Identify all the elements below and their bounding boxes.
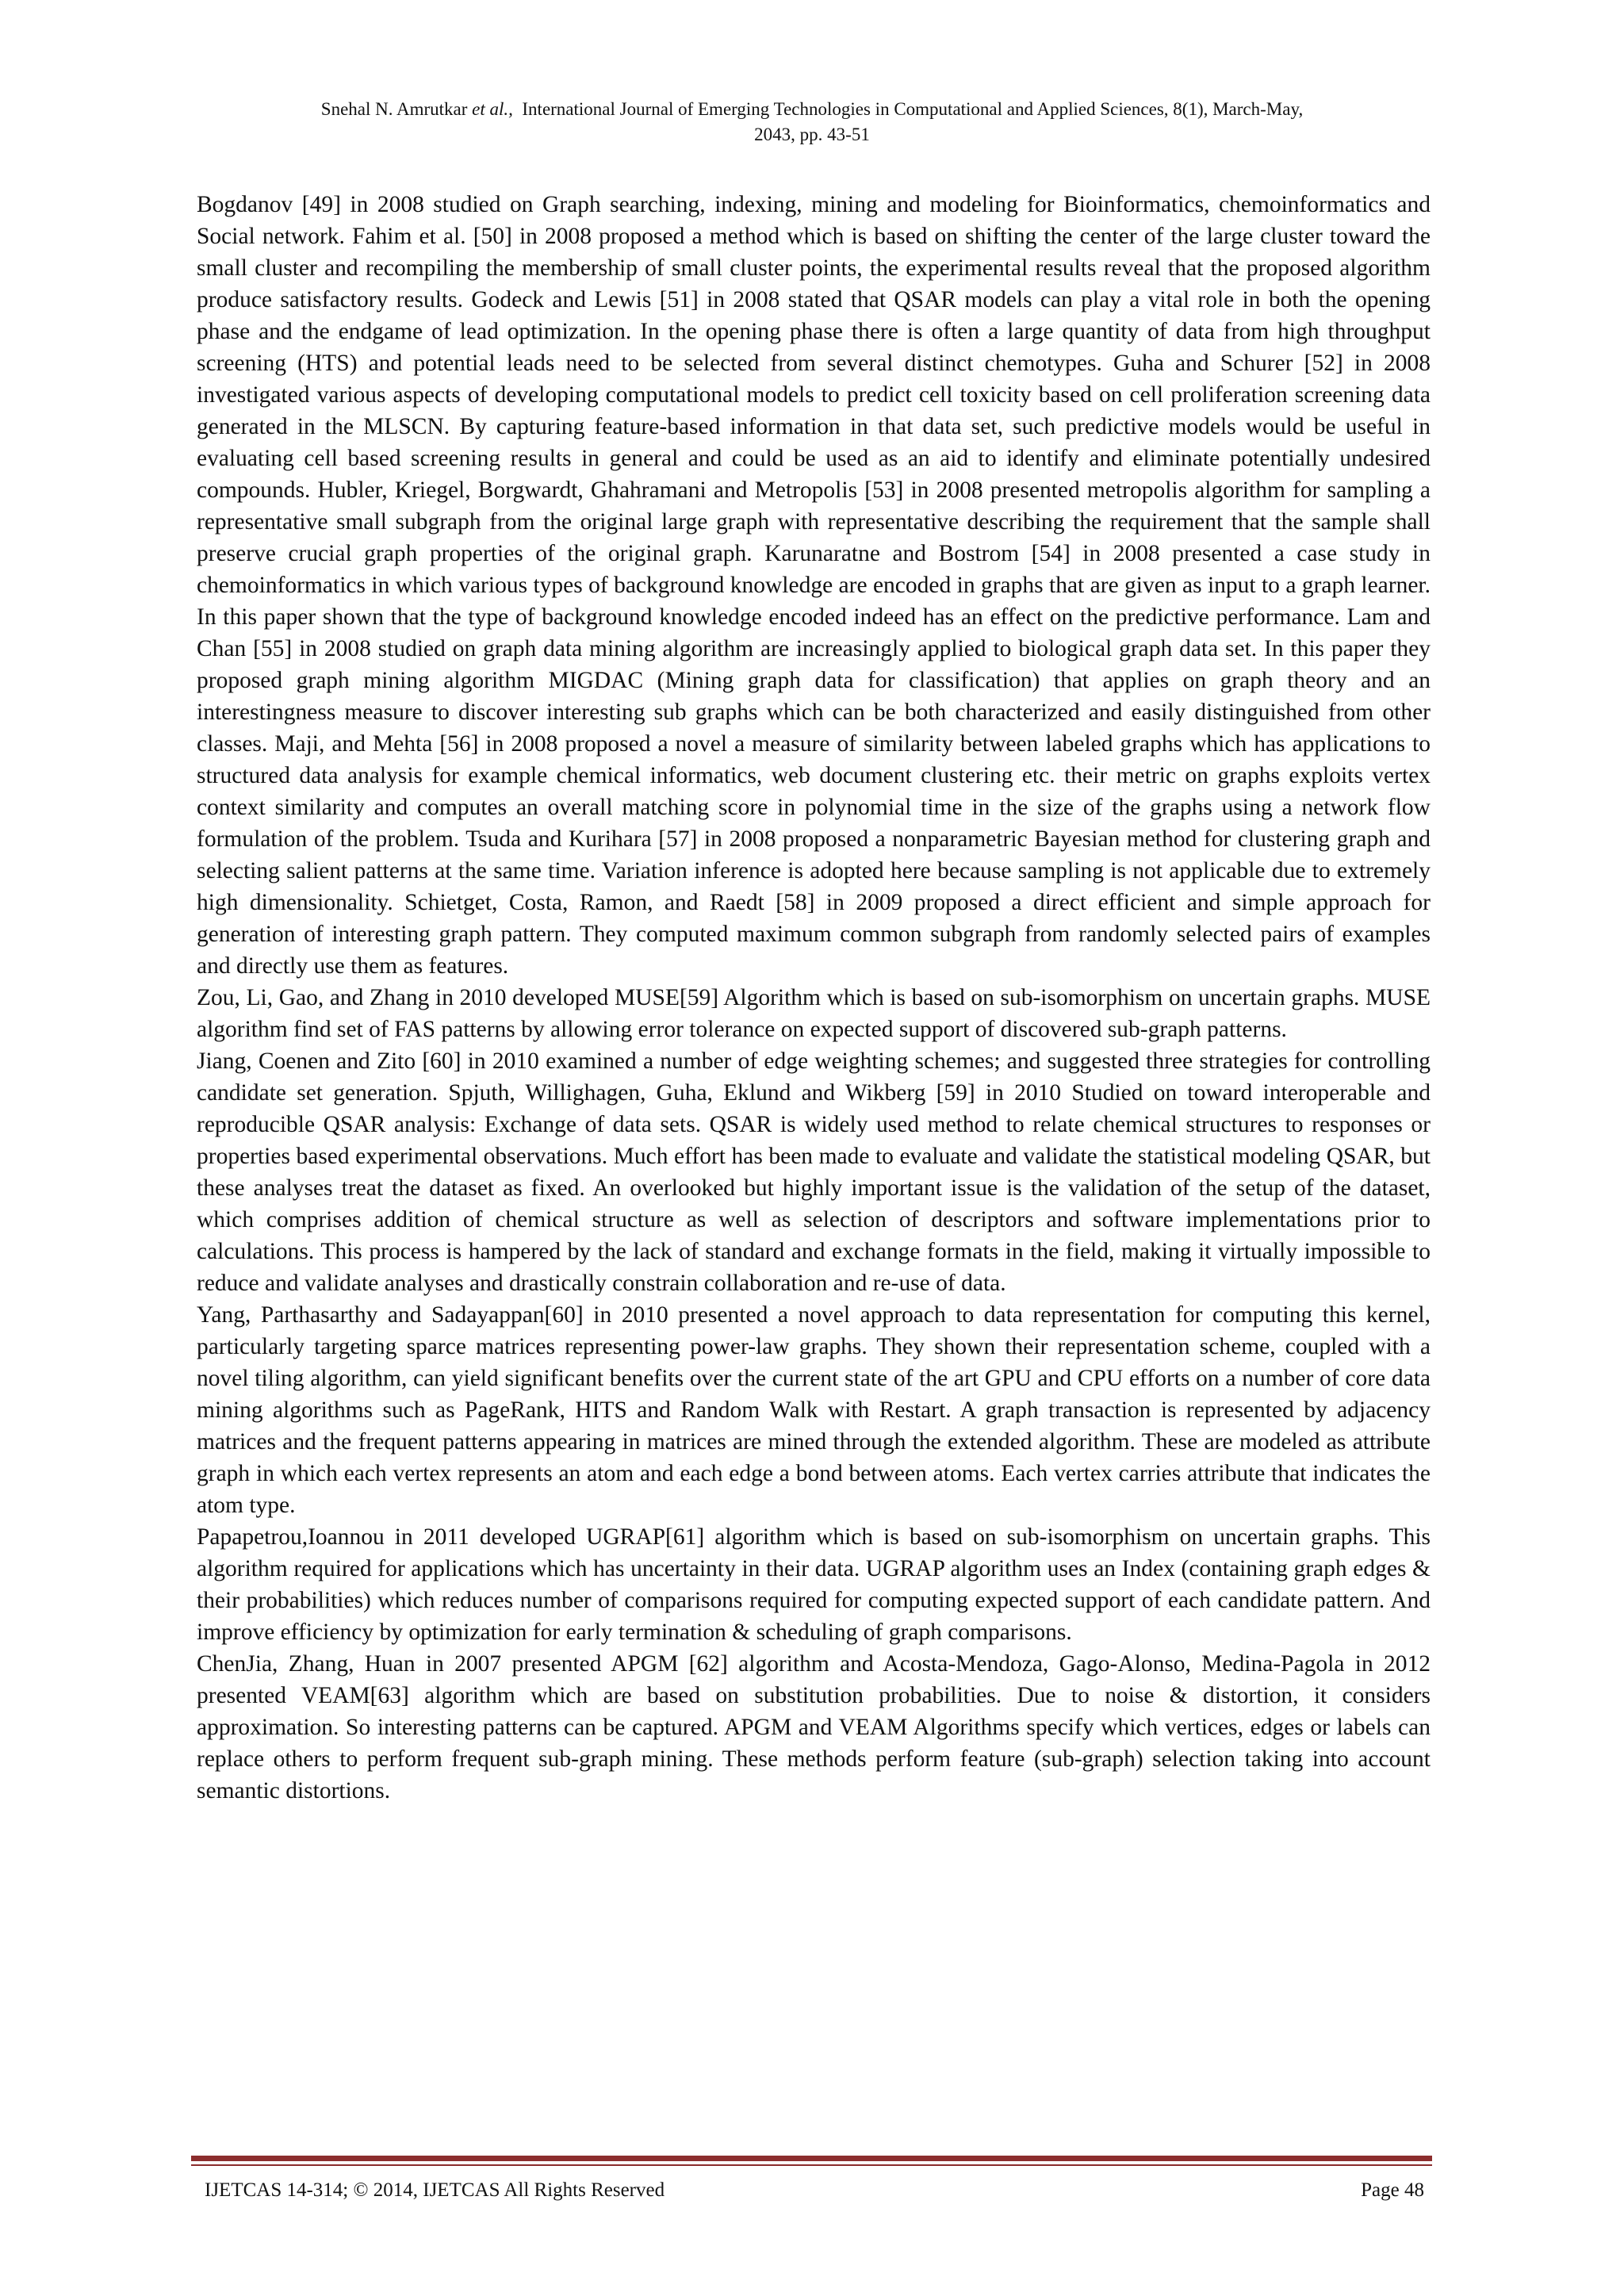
page-number: Page 48 <box>1361 2179 1424 2201</box>
paragraph: Papapetrou,Ioannou in 2011 developed UGRAP[61] algorithm which is based on sub-isomorphism on uncertain graphs. This algorithm required for applications which has uncertainty in their data. UGRAP algorithm uses an Index (containing graph edges & their probabilities) which reduces number of comparisons required for computing expected support of each candidate pattern. And improve efficiency by optimization for early termination & scheduling of graph comparisons. <box>197 1524 1431 1645</box>
paragraph: Bogdanov [49] in 2008 studied on Graph searching, indexing, mining and modeling for Bioinformatics, chemoinformatics and Social network. Fahim et al. [50] in 2008 proposed a method which is based on shifting the center of the large cluster toward the small cluster and recompiling the membership of small cluster points, the experimental results reveal that the proposed algorithm produce satisfactory results. Godeck and Lewis [51] in 2008 stated that QSAR models can play a vital role in both the opening phase and the endgame of lead optimization. In the opening phase there is often a large quantity of data from high throughput screening (HTS) and potential leads need to be selected from several distinct chemotypes. Guha and Schurer [52] in 2008 investigated various aspects of developing computational models to predict cell toxicity based on cell proliferation screening data generated in the MLSCN. By capturing feature-based information in that data set, such predictive models would be useful in evaluating cell based screening results in general and could be used as an aid to identify and eliminate potentially undesired compounds. Hubler, Kriegel, Borgwardt, Ghahramani and Metropolis [53] in 2008 presented metropolis algorithm for sampling a representative small subgraph from the original large graph with representative describing the requirement that the sample shall preserve crucial graph properties of the original graph. Karunaratne and Bostrom [54] in 2008 presented a case study in chemoinformatics in which various types of background knowledge are encoded in graphs that are given as input to a graph learner. In this paper shown that the type of background knowledge encoded indeed has an effect on the predictive performance. Lam and Chan [55] in 2008 studied on graph data mining algorithm are increasingly applied to biological graph data set. In this paper they proposed graph mining algorithm MIGDAC (Mining graph data for classification) that applies on graph theory and an interestingness measure to discover interesting sub graphs which can be both characterized and easily distinguished from other classes. Maji, and Mehta [56] in 2008 proposed a novel a measure of similarity between labeled graphs which has applications to structured data analysis for example chemical informatics, web document clustering etc. their metric on graphs exploits vertex context similarity and computes an overall matching score in polynomial time in the size of the graphs using a network flow formulation of the problem. Tsuda and Kurihara [57] in 2008 proposed a nonparametric Bayesian method for clustering graph and selecting salient patterns at the same time. Variation inference is adopted here because sampling is not applicable due to extremely high dimensionality. Schietget, Costa, Ramon, and Raedt [58] in 2009 proposed a direct efficient and simple approach for generation of interesting graph pattern. They computed maximum common subgraph from randomly selected pairs of examples and directly use them as features. <box>197 192 1431 979</box>
paragraph: Yang, Parthasarthy and Sadayappan[60] in 2010 presented a novel approach to data representation for computing this kernel, particularly targeting sparce matrices representing power-law graphs. They shown their representation scheme, coupled with a novel tiling algorithm, can yield significant benefits over the current state of the art GPU and CPU efforts on a number of core data mining algorithms such as PageRank, HITS and Random Walk with Restart. A graph transaction is represented by adjacency matrices and the frequent patterns appearing in matrices are mined through the extended algorithm. These are modeled as attribute graph in which each vertex represents an atom and each edge a bond between atoms. Each vertex carries attribute that indicates the atom type. <box>197 1302 1431 1518</box>
header-line-1 <box>198 97 1426 122</box>
paragraph: Zou, Li, Gao, and Zhang in 2010 developed MUSE[59] Algorithm which is based on sub-isomorphism on uncertain graphs. MUSE algorithm find set of FAS patterns by allowing error tolerance on expected support of discovered sub-graph patterns. <box>197 985 1431 1042</box>
running-header <box>198 97 1426 148</box>
footer-rule-thin <box>191 2164 1432 2166</box>
paragraph: ChenJia, Zhang, Huan in 2007 presented APGM [62] algorithm and Acosta-Mendoza, Gago-Alonso, Medina-Pagola in 2012 presented VEAM[63] algorithm which are based on substitution probabilities. Due to noise & distortion, it considers approximation. So interesting patterns can be captured. APGM and VEAM Algorithms specify which vertices, edges or labels can replace others to perform frequent sub-graph mining. These methods perform feature (sub-graph) selection taking into account semantic distortions. <box>197 1651 1431 1803</box>
header-line-2: 2043, pp. 43-51 <box>754 125 870 144</box>
header-citation: International Journal of Emerging Technologies in Computational and Applied Sciences, 8(1), March-May, <box>522 99 1304 119</box>
paragraph: Jiang, Coenen and Zito [60] in 2010 examined a number of edge weighting schemes; and suggested three strategies for controlling candidate set generation. Spjuth, Willighagen, Guha, Eklund and Wikberg [59] in 2010 Studied on toward interoperable and reproducible QSAR analysis: Exchange of data sets. QSAR is widely used method to relate chemical structures to responses or properties based experimental observations. Much effort has been made to evaluate and validate the statistical modeling QSAR, but these analyses treat the dataset as fixed. An overlooked but highly important issue is the validation of the setup of the dataset, which comprises addition of chemical structure as well as selection of descriptors and software implementations prior to calculations. This process is hampered by the lack of standard and exchange formats in the field, making it virtually impossible to reduce and validate analyses and drastically constrain collaboration and re-use of data. <box>197 1048 1431 1296</box>
body-text <box>197 189 1431 1807</box>
footer-rule-thick <box>191 2156 1432 2161</box>
header-authors: Snehal N. Amrutkar <box>320 99 468 119</box>
header-et-al: et al., <box>472 99 513 119</box>
footer-copyright: IJETCAS 14-314; © 2014, IJETCAS All Rights Reserved <box>205 2179 665 2201</box>
